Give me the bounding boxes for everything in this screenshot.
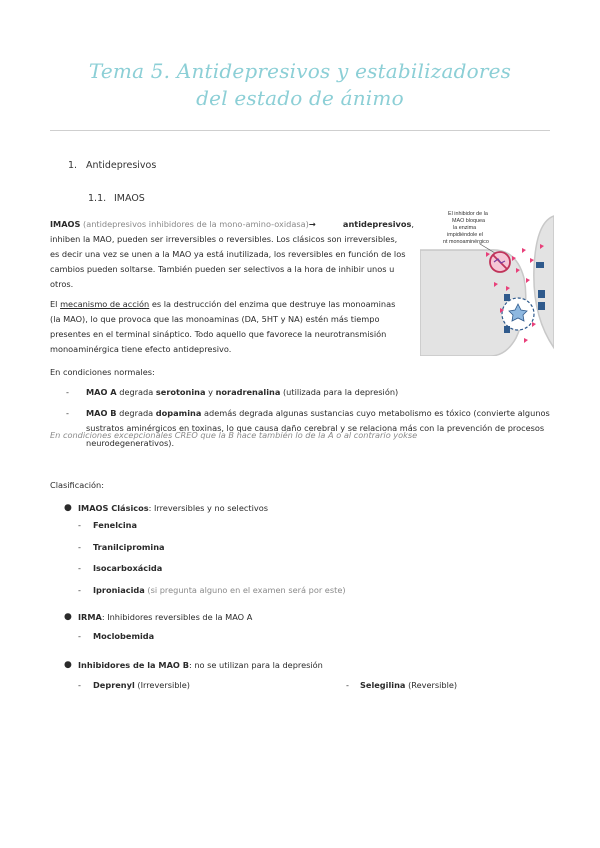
group-mao-b-inhibitors: ● Inhibidores de la MAO B: no se utilizan para la depresión (64, 660, 323, 670)
dash-marker: - (78, 680, 81, 690)
figure-caption-3: la enzima (453, 225, 477, 231)
paragraph-imaos: IMAOS (antidepresivos inhibidores de la mono-amino-oxidasa)→ antidepresivos, inhiben la MAO, pueden ser irreversibles o reversibles. Los clásicos son irreversibles, es decir una vez se unen a la MAO ya está inutilizada, los reversibles en función de los cambios pueden soltarse. También pueden ser selectivos a la hora de inhibir unos u otros. (50, 219, 414, 289)
dash-marker: - (346, 680, 349, 690)
title-line-1: Tema 5. Antidepresivos y estabilizadores (88, 59, 512, 83)
drug-item: Deprenyl (Irreversible) (93, 680, 190, 690)
dash-marker: - (78, 542, 81, 552)
list-item-mao-b: MAO B degrada dopamina además degrada algunas sustancias cuyo metabolismo es tóxico (convierte algunos sustratos aminérgicos en toxinas, lo que causa daño cerebral y se relaciona más con la prevención de procesos neurodegenerativos). (86, 408, 550, 448)
dash-marker: - (78, 631, 81, 641)
drug-item: Iproniacida (si pregunta alguno en el examen será por este) (93, 585, 346, 595)
bullet-icon: ● (64, 660, 72, 670)
paragraph-mechanism: El mecanismo de acción es la destrucción del enzima que destruye las monoaminas (la MAO), lo que provoca que las monoaminas (DA, 5HT y NA) estén más tiempo presentes en el terminal sináptico. Todo aquello que favorece la neurotransmisión monoaminérgica tiene efecto antidepresivo. (50, 299, 396, 354)
drug-item: Selegilina (Reversible) (360, 680, 458, 690)
title-divider (50, 130, 550, 131)
italic-note: En condiciones excepcionales CREO que la B hace también lo de la A o al contrario yokse (50, 430, 418, 440)
dash-marker: - (78, 563, 81, 573)
list-item-mao-a: MAO A degrada serotonina y noradrenalina (utilizada para la depresión) (86, 387, 399, 397)
drug-item: Moclobemida (93, 631, 155, 641)
group-irma: ● IRMA: Inhibidores reversibles de la MAO A (64, 612, 253, 622)
page-title (0, 58, 600, 112)
bullet-icon: ● (64, 503, 72, 513)
drug-item: Fenelcina (93, 520, 138, 530)
classification-heading: Clasificación: (50, 480, 104, 490)
drug-item: Tranilcipromina (93, 542, 165, 552)
section-heading-1: 1. Antidepresivos (68, 160, 157, 171)
figure-caption-4: impidiéndole el (447, 232, 483, 238)
drug-item: Isocarboxácida (93, 563, 163, 573)
figure-caption-1: El inhibidor de la (448, 211, 488, 217)
bullet-icon: ● (64, 612, 72, 622)
synapse-illustration (420, 198, 554, 356)
title-line-2: del estado de ánimo (196, 86, 404, 110)
figure-caption-2: MAO bloquea (452, 218, 485, 224)
group-imaos-clasicos: ● IMAOS Clásicos: Irreversibles y no selectivos (64, 503, 268, 513)
dash-marker: - (78, 520, 81, 530)
normal-conditions-heading: En condiciones normales: (50, 367, 155, 377)
dash-marker: - (78, 585, 81, 595)
dash-marker: - (66, 408, 69, 418)
section-heading-1-1: 1.1. IMAOS (88, 193, 145, 204)
figure-caption-5: nt monoaminérgico (443, 239, 489, 245)
dash-marker: - (66, 387, 69, 397)
